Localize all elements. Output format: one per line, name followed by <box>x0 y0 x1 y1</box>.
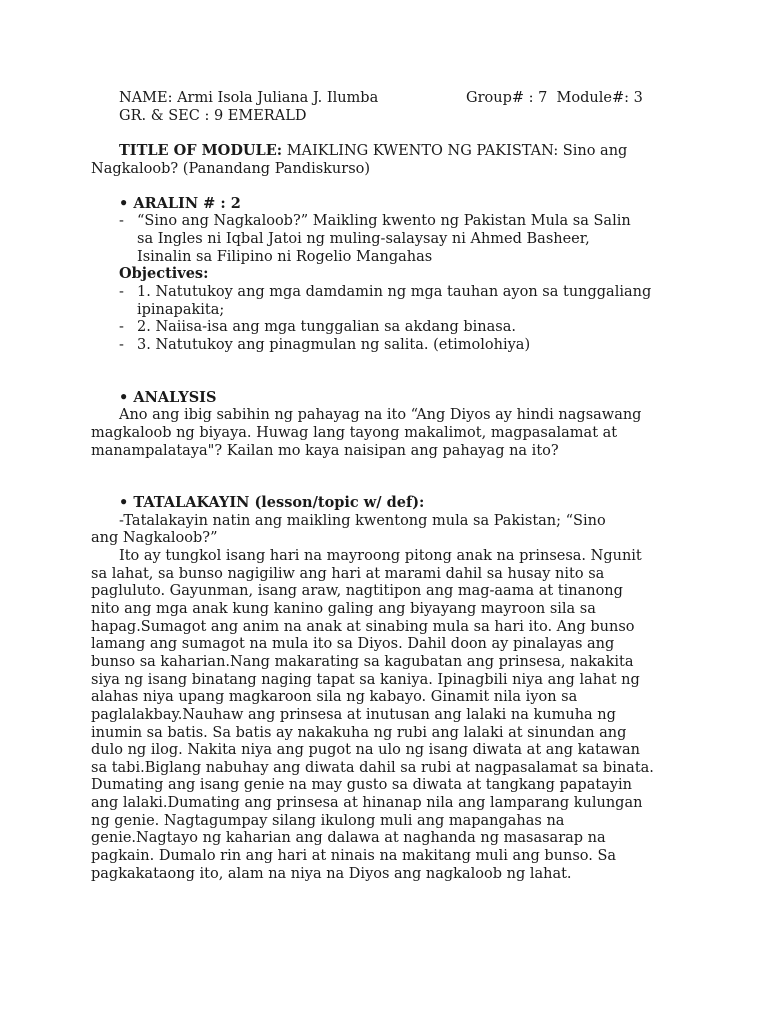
bullet-dash: - <box>119 337 124 353</box>
story-line: hapag.Sumagot ang anim na anak at sinabing mula sa hari ito. Ang bunso <box>91 619 635 635</box>
analysis-text: manampalataya"? Kailan mo kaya naisipan ang pahayag na ito? <box>91 443 559 459</box>
module-title <box>119 142 627 160</box>
module-title-label: TITLE OF MODULE: <box>119 142 283 159</box>
bullet-dash: - <box>119 213 124 229</box>
story-line: Ito ay tungkol isang hari na mayroong pitong anak na prinsesa. Ngunit <box>119 548 642 564</box>
analysis-text: magkaloob ng biyaya. Huwag lang tayong makalimot, magpasalamat at <box>91 425 618 441</box>
story-line: sa lahat, sa bunso nagigiliw ang hari at marami dahil sa husay nito sa <box>91 566 605 582</box>
objective-item: 2. Naiisa-isa ang mga tunggalian sa akdang binasa. <box>137 319 516 335</box>
story-line: inumin sa batis. Sa batis ay nakakuha ng rubi ang lalaki at sinundan ang <box>91 725 627 741</box>
story-line: paglalakbay.Nauhaw ang prinsesa at inutusan ang lalaki na kumuha ng <box>91 707 616 723</box>
story-line: Dumating ang isang genie na may gusto sa diwata at tangkang papatayin <box>91 777 633 793</box>
tatalakayin-intro: -Tatalakayin natin ang maikling kwentong mula sa Pakistan; “Sino <box>119 513 606 529</box>
story-line: sa tabi.Biglang nabuhay ang diwata dahil sa rubi at nagpasalamat sa binata. <box>91 760 654 776</box>
story-line: pagluluto. Gayunman, isang araw, nagtitipon ang mag-aama at tinanong <box>91 583 623 599</box>
story-line: genie.Nagtayo ng kaharian ang dalawa at naghanda ng masasarap na <box>91 830 606 846</box>
story-line: pagkakataong ito, alam na niya na Diyos ang nagkaloob ng lahat. <box>91 866 572 882</box>
analysis-heading: • ANALYSIS <box>119 389 217 406</box>
story-line: nito ang mga anak kung kanino galing ang biyayang mayroon sila sa <box>91 601 596 617</box>
story-line: bunso sa kaharian.Nang makarating sa kagubatan ang prinsesa, nakakita <box>91 654 634 670</box>
aralin-heading: • ARALIN # : 2 <box>119 195 241 212</box>
objectives-label: Objectives: <box>119 265 209 282</box>
story-line: dulo ng ilog. Nakita niya ang pugot na ulo ng isang diwata at ang katawan <box>91 742 640 758</box>
analysis-text: Ano ang ibig sabihin ng pahayag na ito “Ang Diyos ay hindi nagsawang <box>119 407 642 423</box>
tatalakayin-intro: ang Nagkaloob?” <box>91 530 218 546</box>
student-name: NAME: Armi Isola Juliana J. Ilumba <box>119 90 379 106</box>
bullet-dash: - <box>119 284 124 300</box>
story-line: siya ng isang binatang naging tapat sa kaniya. Ipinagbili niya ang lahat ng <box>91 672 640 688</box>
tatalakayin-heading: • TATALAKAYIN (lesson/topic w/ def): <box>119 494 425 511</box>
group-module: Group# : 7 Module#: 3 <box>466 90 643 106</box>
module-title-continued: Nagkaloob? (Panandang Pandiskurso) <box>91 161 371 177</box>
aralin-desc-line: sa Ingles ni Iqbal Jatoi ng muling-salaysay ni Ahmed Basheer, <box>137 231 590 247</box>
objective-item: 1. Natutukoy ang mga damdamin ng mga tauhan ayon sa tunggaliang <box>137 284 652 300</box>
story-line: pagkain. Dumalo rin ang hari at ninais na makitang muli ang bunso. Sa <box>91 848 617 864</box>
aralin-desc-line: Isinalin sa Filipino ni Rogelio Mangahas <box>137 249 433 265</box>
aralin-desc-line: “Sino ang Nagkaloob?” Maikling kwento ng Pakistan Mula sa Salin <box>137 213 631 229</box>
objective-item-continued: ipinapakita; <box>137 302 225 318</box>
grade-section: GR. & SEC : 9 EMERALD <box>119 108 307 124</box>
story-line: lamang ang sumagot na mula ito sa Diyos. Dahil doon ay pinalayas ang <box>91 636 615 652</box>
story-line: ng genie. Nagtagumpay silang ikulong muli ang mapangahas na <box>91 813 565 829</box>
objective-item: 3. Natutukoy ang pinagmulan ng salita. (etimolohiya) <box>137 337 531 353</box>
story-line: ang lalaki.Dumating ang prinsesa at hinanap nila ang lamparang kulungan <box>91 795 643 811</box>
module-title-text: MAIKLING KWENTO NG PAKISTAN: Sino ang <box>282 143 628 159</box>
bullet-dash: - <box>119 319 124 335</box>
story-line: alahas niya upang magkaroon sila ng kabayo. Ginamit nila iyon sa <box>91 689 578 705</box>
